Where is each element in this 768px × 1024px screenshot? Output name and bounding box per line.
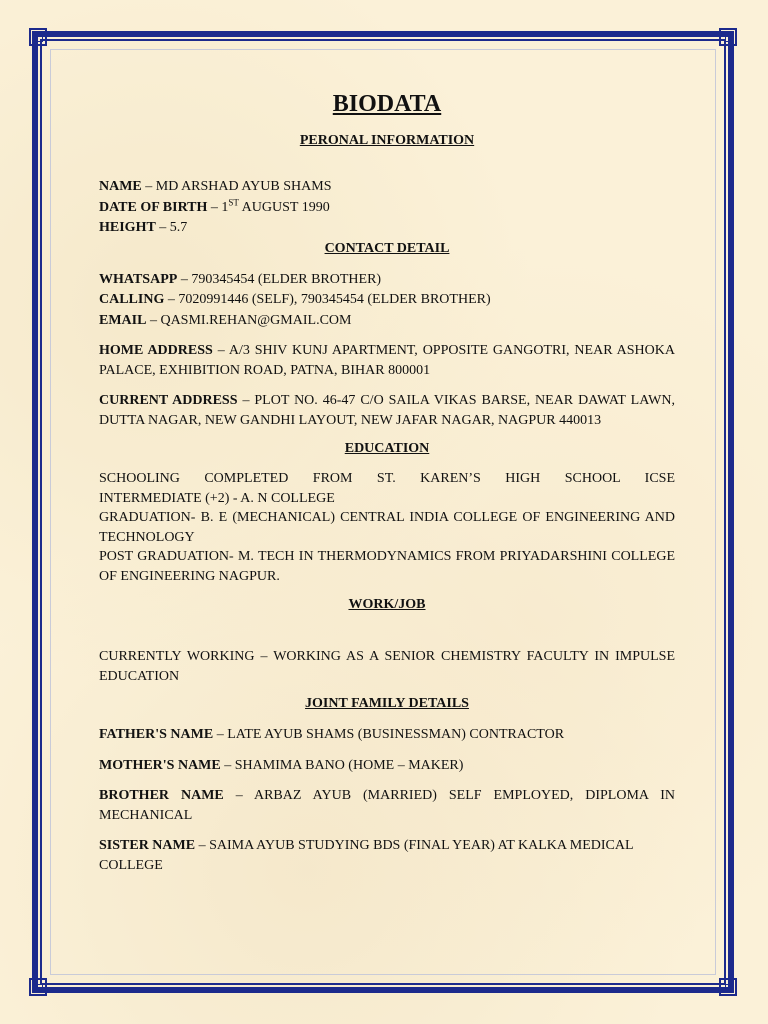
father-line <box>99 725 675 745</box>
separator: – <box>213 727 228 742</box>
heading-work: WORK/JOB <box>348 597 426 612</box>
separator: – <box>195 838 210 853</box>
corner-ornament-bottom-right <box>719 978 737 996</box>
height-label: HEIGHT <box>99 220 156 235</box>
brother-line <box>99 786 675 825</box>
schooling-line: SCHOOLING COMPLETED FROM ST. KAREN’S HIGH SCHOOL ICSE <box>99 471 675 486</box>
separator: – <box>146 312 161 328</box>
separator: – <box>220 757 235 773</box>
email-line <box>99 311 675 331</box>
current-address-line <box>99 391 675 430</box>
home-address-label: HOME ADDRESS <box>99 343 213 358</box>
brother-value: ARBAZ AYUB (MARRIED) SELF EMPLOYED, DIPLOMA IN MECHANICAL <box>99 788 675 823</box>
home-address-value: A/3 SHIV KUNJ APARTMENT, OPPOSITE GANGOTRI, NEAR ASHOKA PALACE, EXHIBITION ROAD, PATNA, BIHAR 800001 <box>99 343 675 378</box>
separator: – <box>164 292 179 307</box>
heading-education: EDUCATION <box>344 441 430 456</box>
brother-label: BROTHER NAME <box>99 788 224 803</box>
whatsapp-value: 790345454 (ELDER BROTHER) <box>191 271 382 287</box>
calling-line <box>99 290 675 310</box>
work-line: CURRENTLY WORKING – WORKING AS A SENIOR CHEMISTRY FACULTY IN IMPULSE EDUCATION <box>99 649 675 684</box>
dob-suffix: ST <box>228 196 239 207</box>
current-address-label: CURRENT ADDRESS <box>99 393 238 408</box>
heading-contact: CONTACT DETAIL <box>324 240 450 256</box>
biodata-content <box>99 88 675 875</box>
height-value: 5.7 <box>169 220 188 235</box>
separator: – <box>212 343 229 358</box>
email-value: QASMI.REHAN@GMAIL.COM <box>160 312 352 328</box>
heading-family: JOINT FAMILY DETAILS <box>305 696 469 711</box>
corner-ornament-top-right <box>719 28 737 46</box>
email-label: EMAIL <box>99 312 147 328</box>
mother-label: MOTHER'S NAME <box>99 757 221 773</box>
separator: – <box>141 179 156 194</box>
separator: – <box>223 788 254 803</box>
sister-line <box>99 836 675 875</box>
separator: – <box>155 220 170 235</box>
intermediate-line: INTERMEDIATE (+2) - A. N COLLEGE <box>99 490 335 506</box>
corner-ornament-top-left <box>29 28 47 46</box>
page-title: BIODATA <box>332 91 442 117</box>
calling-value: 7020991446 (SELF), 790345454 (ELDER BROTHER) <box>178 292 491 307</box>
whatsapp-label: WHATSAPP <box>99 271 178 287</box>
name-value: MD ARSHAD AYUB SHAMS <box>155 179 332 194</box>
mother-value: SHAMIMA BANO (HOME – MAKER) <box>234 757 464 773</box>
dob-day: 1 <box>221 199 229 215</box>
separator: – <box>237 393 255 408</box>
post-graduation-line: POST GRADUATION- M. TECH IN THERMODYNAMICS FROM PRIYADARSHINI COLLEGE OF ENGINEERING NAGPUR. <box>99 549 675 584</box>
height-line <box>99 218 675 238</box>
corner-ornament-bottom-left <box>29 978 47 996</box>
sister-value: SAIMA AYUB STUDYING BDS (FINAL YEAR) AT KALKA MEDICAL COLLEGE <box>99 838 634 873</box>
calling-label: CALLING <box>99 292 165 307</box>
separator: – <box>177 271 192 287</box>
home-address-line <box>99 341 675 380</box>
sister-label: SISTER NAME <box>99 838 196 853</box>
name-line <box>99 177 675 197</box>
current-address-value: PLOT NO. 46-47 C/O SAILA VIKAS BARSE, NEAR DAWAT LAWN, DUTTA NAGAR, NEW GANDHI LAYOUT, NEW JAFAR NAGAR, NAGPUR 440013 <box>99 393 676 428</box>
separator: – <box>207 199 222 215</box>
dob-rest: AUGUST 1990 <box>241 199 330 215</box>
mother-line <box>99 756 675 776</box>
father-label: FATHER'S NAME <box>99 727 214 742</box>
heading-personal: PERONAL INFORMATION <box>299 133 475 148</box>
dob-label: DATE OF BIRTH <box>99 199 208 215</box>
name-label: NAME <box>99 179 142 194</box>
graduation-line: GRADUATION- B. E (MECHANICAL) CENTRAL INDIA COLLEGE OF ENGINEERING AND TECHNOLOGY <box>99 510 675 545</box>
father-value: LATE AYUB SHAMS (BUSINESSMAN) CONTRACTOR <box>227 727 565 742</box>
whatsapp-line <box>99 270 675 290</box>
dob-line <box>99 198 675 218</box>
